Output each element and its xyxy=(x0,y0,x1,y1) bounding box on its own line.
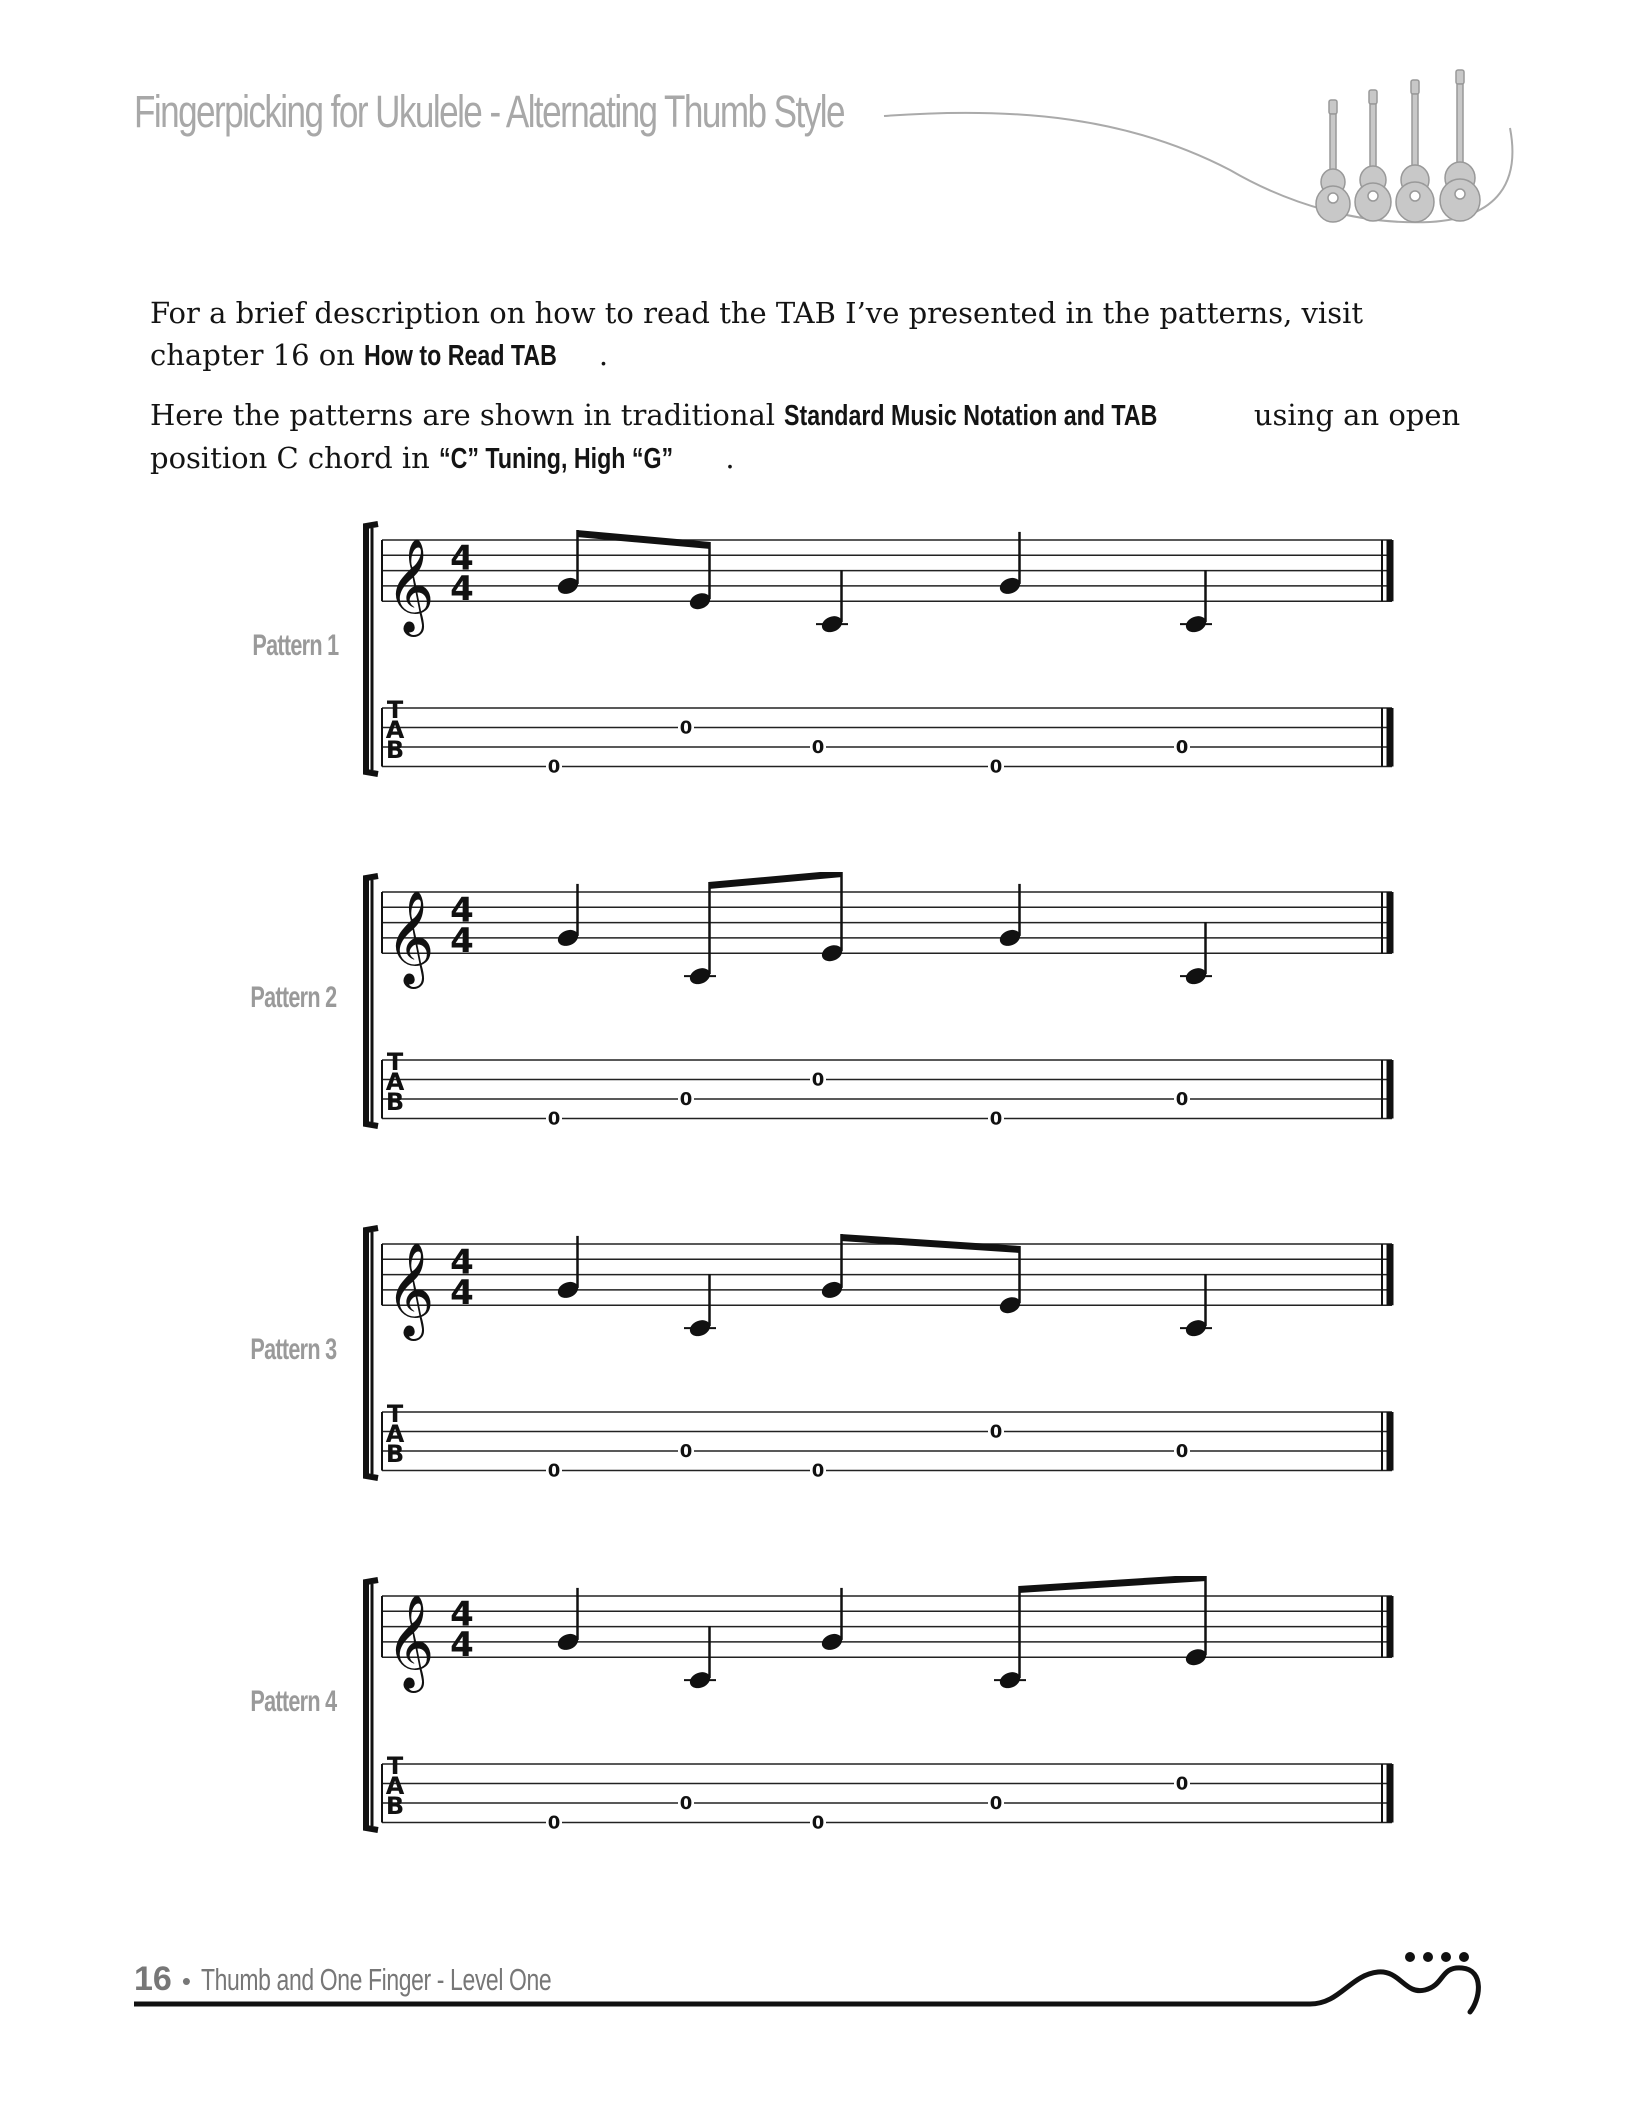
pattern-2-tab-clef-letter: T xyxy=(386,1048,404,1076)
pattern-3-tab-fret: 0 xyxy=(679,1441,693,1462)
pattern-label-4: Pattern 4 xyxy=(250,1685,336,1718)
intro-paragraph-1 xyxy=(150,292,1470,377)
pattern-4-tab-fret: 0 xyxy=(989,1793,1003,1814)
pattern-2-time-sig-bottom: 4 xyxy=(450,921,474,962)
how-to-read-tab-link[interactable]: How to Read TAB xyxy=(364,340,558,372)
pattern-2-tab-fret: 0 xyxy=(679,1089,693,1110)
pattern-3-tab-fret: 0 xyxy=(811,1460,825,1482)
pattern-1-time-sig-bottom: 4 xyxy=(450,569,474,610)
ukulele-group-icon xyxy=(0,0,1632,240)
pattern-2-system xyxy=(0,872,1632,1152)
pattern-1-tab-fret: 0 xyxy=(811,737,825,758)
pattern-3-tab-fret: 0 xyxy=(1175,1441,1189,1462)
pattern-label-1: Pattern 1 xyxy=(252,629,338,662)
intro-end-1: . xyxy=(598,338,609,372)
footer-bullet: • xyxy=(181,1966,191,1996)
intro-text-1: For a brief description on how to read the TAB I’ve presented in the patterns, visit chapter 16 on xyxy=(150,296,1364,372)
section-title: Thumb and One Finger - Level One xyxy=(200,1962,552,1997)
pattern-1-tab-fret: 0 xyxy=(989,756,1003,778)
pattern-2-tab-fret: 0 xyxy=(811,1069,825,1091)
pattern-4-time-sig-bottom: 4 xyxy=(450,1625,474,1666)
page-header-title: Fingerpicking for Ukulele - Alternating Thumb Style xyxy=(134,86,844,137)
pattern-2-tab-clef-letter: B xyxy=(385,1088,405,1116)
pattern-3-treble-clef-icon: 𝄞 xyxy=(386,1242,435,1338)
pattern-4-system xyxy=(0,1576,1632,1856)
page-footer xyxy=(134,1960,674,1999)
intro-text-2: Here the patterns are shown in traditional xyxy=(150,398,785,432)
pattern-2-tab-clef-letter: A xyxy=(385,1068,405,1096)
pattern-1-tab-clef-letter: A xyxy=(385,716,405,744)
pattern-3-tab-clef-letter: B xyxy=(385,1440,405,1468)
pattern-3-time-sig-top: 4 xyxy=(450,1242,474,1283)
pattern-3-tab-fret: 0 xyxy=(547,1460,561,1482)
pattern-3-system xyxy=(0,1224,1632,1504)
pattern-4-tab-fret: 0 xyxy=(811,1812,825,1834)
pattern-2-treble-clef-icon: 𝄞 xyxy=(386,890,435,986)
notation-emphasis: Standard Music Notation and TAB xyxy=(784,400,1158,432)
pattern-2-tab-fret: 0 xyxy=(1175,1089,1189,1110)
pattern-1-tab-clef-letter: B xyxy=(385,736,405,764)
pattern-1-tab-fret: 0 xyxy=(1175,737,1189,758)
pattern-3-tab-fret: 0 xyxy=(989,1421,1003,1443)
pattern-4-tab-fret: 0 xyxy=(679,1793,693,1814)
pattern-3-tab-clef-letter: T xyxy=(386,1400,404,1428)
pattern-1-time-sig-top: 4 xyxy=(450,538,474,579)
pattern-4-time-sig-top: 4 xyxy=(450,1594,474,1635)
intro-paragraph-2 xyxy=(150,394,1470,480)
pattern-4-tab-clef-letter: B xyxy=(385,1792,405,1820)
pattern-3-tab-clef-letter: A xyxy=(385,1420,405,1448)
pattern-label-2: Pattern 2 xyxy=(250,981,336,1014)
pattern-1-tab-clef-letter: T xyxy=(386,696,404,724)
pattern-4-tab-clef-letter: T xyxy=(386,1752,404,1780)
pattern-4-treble-clef-icon: 𝄞 xyxy=(386,1594,435,1690)
pattern-1-treble-clef-icon: 𝄞 xyxy=(386,538,435,634)
pattern-3-time-sig-bottom: 4 xyxy=(450,1273,474,1314)
pattern-2-time-sig-top: 4 xyxy=(450,890,474,931)
intro-end-2: . xyxy=(725,441,735,475)
pattern-4-tab-clef-letter: A xyxy=(385,1772,405,1800)
pattern-1-system xyxy=(0,520,1632,800)
pattern-2-tab-fret: 0 xyxy=(547,1108,561,1130)
pattern-1-tab-fret: 0 xyxy=(547,756,561,778)
page-number: 16 xyxy=(134,1960,172,1998)
pattern-4-beam xyxy=(1019,1576,1207,1593)
pattern-1-tab-fret: 0 xyxy=(679,717,693,739)
tuning-emphasis: “C” Tuning, High “G” xyxy=(439,443,674,475)
pattern-2-tab-fret: 0 xyxy=(989,1108,1003,1130)
pattern-2-beam xyxy=(709,872,843,889)
pattern-4-tab-fret: 0 xyxy=(1175,1773,1189,1795)
pattern-4-tab-fret: 0 xyxy=(547,1812,561,1834)
pattern-label-3: Pattern 3 xyxy=(250,1333,336,1366)
intro-mid-2: using an open position C chord in xyxy=(150,398,1461,475)
